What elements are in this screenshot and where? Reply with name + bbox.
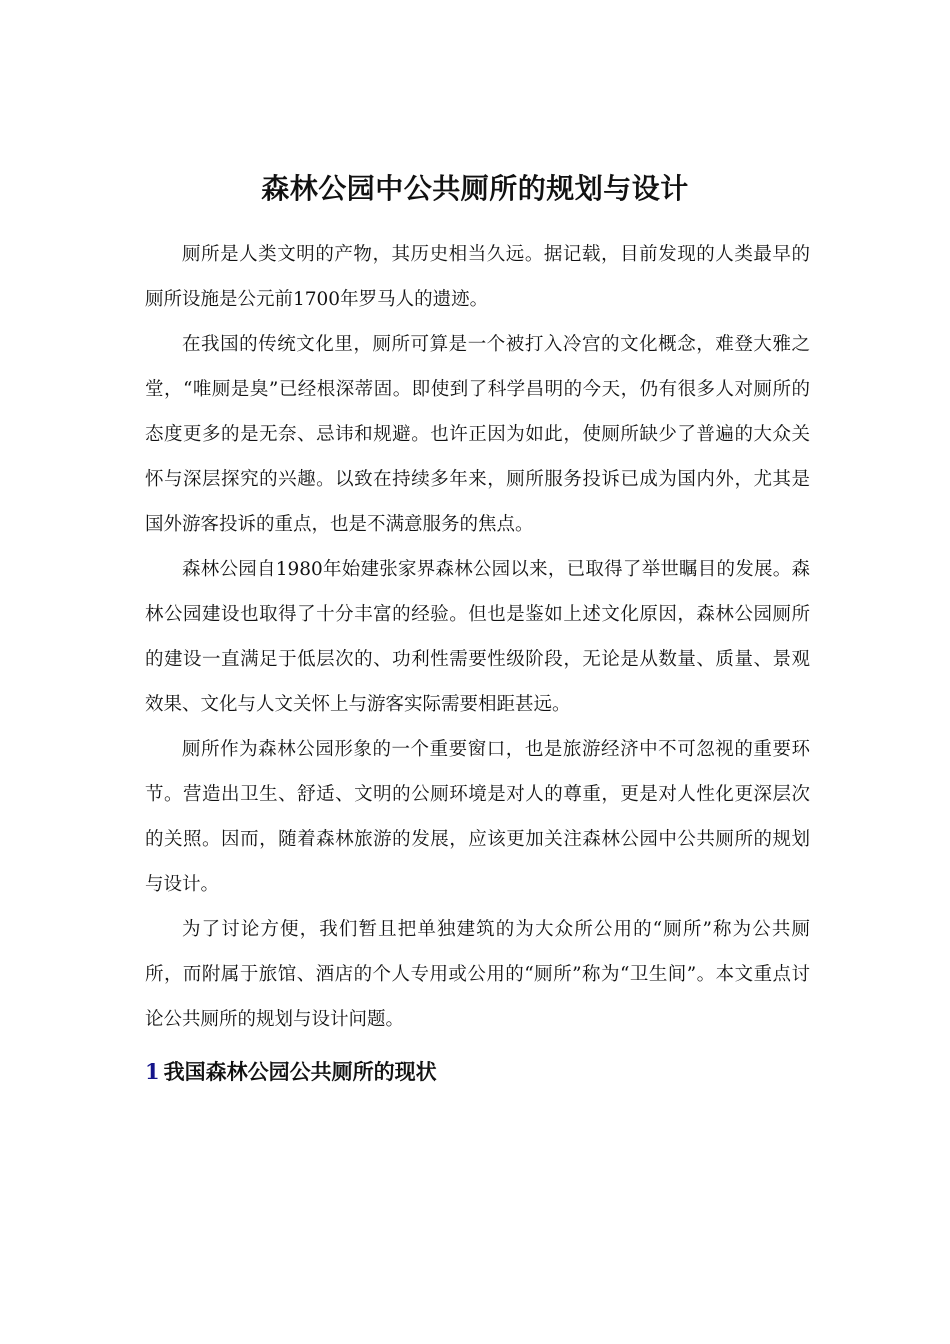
paragraph-5: 为了讨论方便，我们暂且把单独建筑的为大众所公用的“厕所”称为公共厕所，而附属于旅馆、酒店的个人专用或公用的“厕所”称为“卫生间”。本文重点讨论公共厕所的规划与设计问题。 <box>145 919 810 1030</box>
paragraph-3: 森林公园自1980年始建张家界森林公园以来，已取得了举世瞩目的发展。森林公园建设也取得了十分丰富的经验。但也是鉴如上述文化原因，森林公园厕所的建设一直满足于低层次的、功利性需要性级阶段，无论是从数量、质量、景观效果、文化与人文关怀上与游客实际需要相距甚远。 <box>145 559 810 715</box>
section-title: 我国森林公园公共厕所的现状 <box>163 1060 437 1085</box>
document-title: 森林公园中公共厕所的规划与设计 <box>261 171 689 205</box>
paragraph-4: 厕所作为森林公园形象的一个重要窗口，也是旅游经济中不可忽视的重要环节。营造出卫生、舒适、文明的公厕环境是对人的尊重，更是对人性化更深层次的关照。因而，随着森林旅游的发展，应该更加关注森林公园中公共厕所的规划与设计。 <box>145 739 810 895</box>
section-number: 1 <box>145 1059 160 1085</box>
paragraph-2: 在我国的传统文化里，厕所可算是一个被打入冷宫的文化概念，难登大雅之堂，“唯厕是臭”已经根深蒂固。即使到了科学昌明的今天，仍有很多人对厕所的态度更多的是无奈、忌讳和规避。也许正因为如此，使厕所缺少了普遍的大众关怀与深层探究的兴趣。以致在持续多年来，厕所服务投诉已成为国内外，尤其是国外游客投诉的重点，也是不满意服务的焦点。 <box>145 334 810 535</box>
paragraph-1: 厕所是人类文明的产物，其历史相当久远。据记载，目前发现的人类最早的厕所设施是公元前1700年罗马人的遗迹。 <box>145 244 810 310</box>
document-body <box>145 232 810 1042</box>
section-heading <box>145 1055 810 1089</box>
